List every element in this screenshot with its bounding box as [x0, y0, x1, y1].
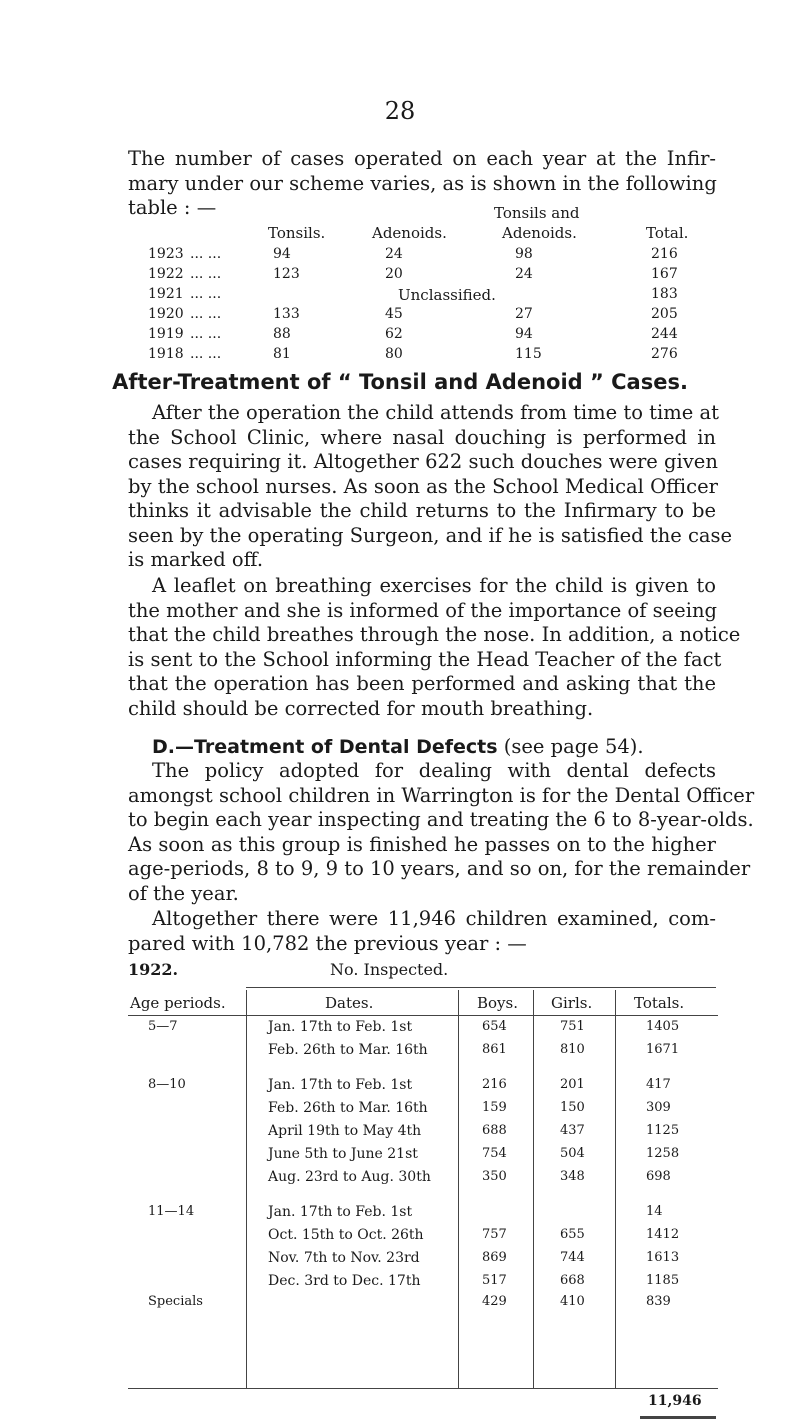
cell-totals: 309	[646, 1100, 671, 1115]
after-treatment-heading: After-Treatment of “ Tonsil and Adenoid ” Cases.	[112, 370, 688, 394]
row-dots: ... ...	[190, 266, 222, 282]
cell-boys: 216	[482, 1077, 507, 1092]
text-line: is sent to the School informing the Head Teacher of the fact	[128, 647, 722, 671]
cell-girls: 410	[560, 1294, 585, 1309]
cell-totals: 1185	[646, 1273, 680, 1288]
row-adenoids: 45	[385, 306, 403, 322]
cell-totals: 1671	[646, 1042, 680, 1057]
cell-girls: 668	[560, 1273, 585, 1288]
cell-dates: Jan. 17th to Feb. 1st	[268, 1077, 413, 1093]
row-total: 205	[651, 306, 678, 322]
cell-girls: 437	[560, 1123, 585, 1138]
cell-boys: 754	[482, 1146, 507, 1161]
text-line: As soon as this group is finished he passes on to the higher	[128, 832, 716, 856]
text-line: age-periods, 8 to 9, 9 to 10 years, and so on, for the remainder	[128, 857, 751, 880]
row-tonsils: 94	[273, 246, 291, 262]
row-adenoids: 80	[385, 346, 403, 362]
row-tonsils: 133	[273, 306, 300, 322]
row-both: 27	[515, 306, 533, 322]
text-line: of the year.	[128, 881, 239, 905]
row-adenoids: 62	[385, 326, 403, 342]
cell-dates: Nov. 7th to Nov. 23rd	[268, 1250, 420, 1266]
text-line: the mother and she is informed of the importance of seeing	[128, 598, 717, 622]
cell-girls: 348	[560, 1169, 585, 1184]
cell-dates: Feb. 26th to Mar. 16th	[268, 1042, 428, 1058]
dental-heading	[152, 735, 644, 758]
cell-boys: 429	[482, 1294, 507, 1309]
text-line: by the school nurses. As soon as the School Medical Officer	[128, 474, 718, 498]
col-header-total: Total.	[646, 224, 689, 242]
cell-dates: Feb. 26th to Mar. 16th	[268, 1100, 428, 1116]
cell-dates: April 19th to May 4th	[268, 1123, 422, 1139]
row-both: 115	[515, 346, 542, 362]
row-year: 1923	[148, 246, 184, 262]
cell-boys: 869	[482, 1250, 507, 1265]
text-line: table : —	[128, 196, 217, 219]
row-total: 216	[651, 246, 678, 262]
row-tonsils: 81	[273, 346, 291, 362]
text-line: the School Clinic, where nasal douching is performed in	[128, 425, 716, 449]
dental-paragraph-1	[128, 759, 755, 906]
cell-dates: Jan. 17th to Feb. 1st	[268, 1204, 413, 1220]
col-header-tonsils: Tonsils.	[268, 224, 326, 242]
header-boys: Boys.	[477, 994, 518, 1012]
text-line: amongst school children in Warrington is for the Dental Officer	[128, 783, 755, 807]
after-treatment-paragraph-2	[128, 574, 741, 721]
text-line: seen by the operating Surgeon, and if he is satisfied the case	[128, 523, 733, 547]
cell-boys: 654	[482, 1019, 507, 1034]
row-dots: ... ...	[190, 246, 222, 262]
col-rule	[458, 990, 459, 1388]
row-both: 98	[515, 246, 533, 262]
row-total: 167	[651, 266, 678, 282]
cell-boys: 350	[482, 1169, 507, 1184]
cell-girls: 655	[560, 1227, 585, 1242]
col-header-top: Tonsils and	[494, 204, 580, 222]
text-line: cases requiring it. Altogether 622 such douches were given	[128, 450, 718, 473]
cell-totals: 14	[646, 1204, 663, 1219]
row-total: 276	[651, 346, 678, 362]
row-year: 1919	[148, 326, 184, 342]
col-rule	[533, 990, 534, 1388]
row-both: 94	[515, 326, 533, 342]
header-rule	[128, 1015, 718, 1016]
dental-table-caption: No. Inspected.	[330, 960, 449, 979]
cell-totals: 1258	[646, 1146, 680, 1161]
text-line: Altogether there were 11,946 children examined, com-	[152, 907, 716, 930]
cell-age: 5—7	[148, 1019, 178, 1034]
cell-totals: 417	[646, 1077, 671, 1092]
row-total: 183	[651, 286, 678, 302]
header-girls: Girls.	[551, 994, 593, 1012]
cell-boys: 688	[482, 1123, 507, 1138]
cell-boys: 159	[482, 1100, 507, 1115]
row-both: 24	[515, 266, 533, 282]
cell-dates: June 5th to June 21st	[268, 1146, 418, 1162]
text-line: After the operation the child attends from time to time at	[152, 401, 719, 424]
row-year: 1921	[148, 286, 184, 302]
header-dates: Dates.	[325, 994, 374, 1012]
text-line: The policy adopted for dealing with dental defects	[152, 759, 716, 782]
dental-heading-rest: (see page 54).	[503, 735, 644, 758]
cell-boys: 757	[482, 1227, 507, 1242]
dental-heading-bold: D.—Treatment of Dental Defects	[152, 736, 498, 758]
table-bottom-rule	[128, 1388, 718, 1389]
text-line: child should be corrected for mouth breathing.	[128, 696, 594, 720]
text-line: pared with 10,782 the previous year : —	[128, 931, 527, 955]
cell-girls: 810	[560, 1042, 585, 1057]
cell-girls: 201	[560, 1077, 585, 1092]
row-year: 1920	[148, 306, 184, 322]
row-dots: ... ...	[190, 286, 222, 302]
row-total: 244	[651, 326, 678, 342]
row-year: 1918	[148, 346, 184, 362]
cell-girls: 150	[560, 1100, 585, 1115]
header-age: Age periods.	[130, 994, 226, 1012]
cell-dates: Jan. 17th to Feb. 1st	[268, 1019, 413, 1035]
grand-total: 11,946	[648, 1393, 702, 1409]
text-line: The number of cases operated on each year at the Infir-	[128, 147, 716, 170]
page-number: 28	[384, 97, 416, 125]
text-line: thinks it advisable the child returns to the Infirmary to be	[128, 499, 716, 522]
cell-totals: 1405	[646, 1019, 680, 1034]
col-rule	[615, 990, 616, 1388]
cell-dates: Aug. 23rd to Aug. 30th	[268, 1169, 431, 1185]
col-header-adenoids: Adenoids.	[372, 224, 447, 242]
row-dots: ... ...	[190, 326, 222, 342]
header-totals: Totals.	[634, 994, 685, 1012]
cell-totals: 1125	[646, 1123, 680, 1138]
intro-paragraph	[128, 147, 716, 221]
table-top-rule	[246, 987, 716, 988]
dental-paragraph-2	[128, 907, 716, 956]
cell-totals: 1412	[646, 1227, 680, 1242]
cell-girls: 744	[560, 1250, 585, 1265]
cell-age: Specials	[148, 1294, 203, 1309]
cell-age: 11—14	[148, 1204, 195, 1219]
text-line: is marked off.	[128, 548, 264, 571]
cell-totals: 1613	[646, 1250, 680, 1265]
cell-totals: 698	[646, 1169, 671, 1184]
row-dots: ... ...	[190, 306, 222, 322]
text-line: that the operation has been performed and asking that the	[128, 672, 716, 695]
dental-table-year: 1922.	[128, 960, 179, 979]
cell-boys: 861	[482, 1042, 507, 1057]
cell-totals: 839	[646, 1294, 671, 1309]
row-tonsils: 88	[273, 326, 291, 342]
cell-girls: 751	[560, 1019, 585, 1034]
cell-dates: Oct. 15th to Oct. 26th	[268, 1227, 424, 1243]
cell-boys: 517	[482, 1273, 507, 1288]
row-adenoids: 24	[385, 246, 403, 262]
row-unclassified: Unclassified.	[398, 286, 496, 304]
cell-dates: Dec. 3rd to Dec. 17th	[268, 1273, 421, 1289]
cell-girls: 504	[560, 1146, 585, 1161]
row-dots: ... ...	[190, 346, 222, 362]
row-year: 1922	[148, 266, 184, 282]
row-tonsils: 123	[273, 266, 300, 282]
text-line: that the child breathes through the nose. In addition, a notice	[128, 623, 741, 646]
row-adenoids: 20	[385, 266, 403, 282]
col-header-both: Adenoids.	[502, 224, 577, 242]
text-line: mary under our scheme varies, as is shown in the following	[128, 171, 717, 195]
cell-age: 8—10	[148, 1077, 186, 1092]
text-line: A leaflet on breathing exercises for the child is given to	[152, 574, 716, 597]
text-line: to begin each year inspecting and treating the 6 to 8-year-olds.	[128, 808, 754, 831]
after-treatment-paragraph-1	[128, 401, 733, 573]
col-rule	[246, 990, 247, 1388]
